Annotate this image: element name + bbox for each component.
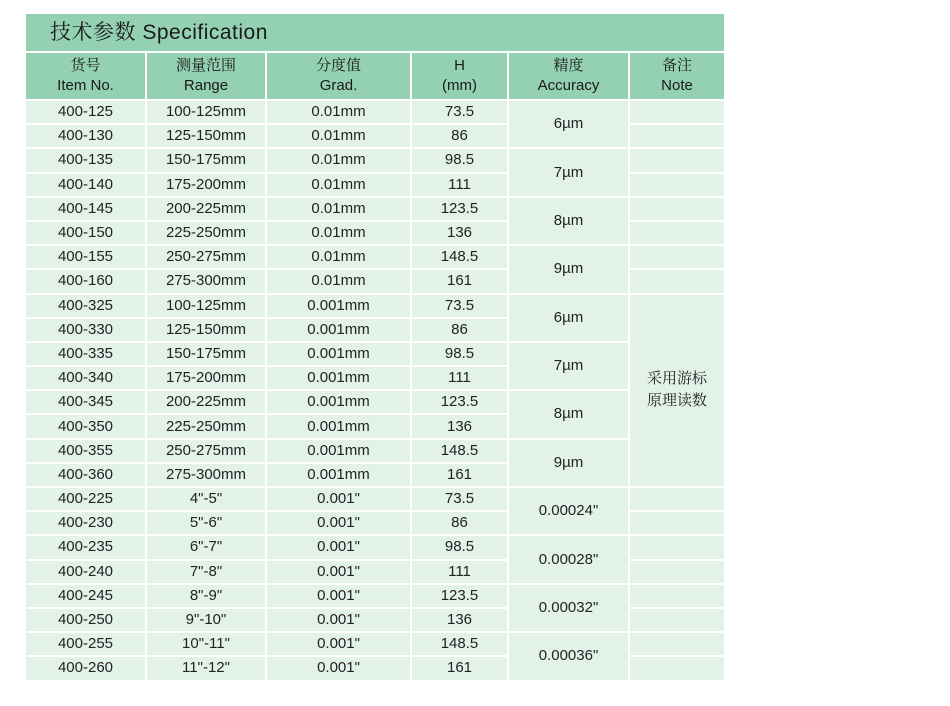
header-note-zh: 备注: [661, 57, 692, 74]
range-cell: 275-300mm: [146, 269, 266, 293]
item-no-cell: 400-150: [26, 221, 146, 245]
range-cell: 200-225mm: [146, 390, 266, 414]
table-title: 技术参数 Specification: [26, 14, 724, 53]
range-cell: 275-300mm: [146, 463, 266, 487]
header-range-en: Range: [183, 77, 229, 94]
grad-cell: 0.001": [266, 632, 411, 656]
range-cell: 225-250mm: [146, 221, 266, 245]
grad-cell: 0.01mm: [266, 173, 411, 197]
item-no-cell: 400-235: [26, 535, 146, 559]
item-no-cell: 400-125: [26, 100, 146, 124]
grad-cell: 0.001": [266, 560, 411, 584]
grad-cell: 0.01mm: [266, 221, 411, 245]
item-no-cell: 400-245: [26, 584, 146, 608]
h-cell: 136: [411, 414, 508, 438]
range-cell: 100-125mm: [146, 100, 266, 124]
note-cell: [629, 173, 724, 197]
accuracy-cell: 6µm: [508, 100, 629, 148]
h-cell: 148.5: [411, 245, 508, 269]
item-no-cell: 400-325: [26, 294, 146, 318]
note-cell: [629, 535, 724, 559]
range-cell: 250-275mm: [146, 245, 266, 269]
item-no-cell: 400-160: [26, 269, 146, 293]
item-no-cell: 400-135: [26, 148, 146, 172]
header-h: [411, 53, 508, 100]
range-cell: 8"-9": [146, 584, 266, 608]
table-row: [26, 439, 724, 463]
note-cell: [629, 584, 724, 608]
grad-cell: 0.001mm: [266, 342, 411, 366]
grad-cell: 0.001": [266, 656, 411, 680]
range-cell: 125-150mm: [146, 318, 266, 342]
header-accuracy: [508, 53, 629, 100]
table-row: [26, 584, 724, 608]
grad-cell: 0.001mm: [266, 463, 411, 487]
grad-cell: 0.01mm: [266, 269, 411, 293]
accuracy-cell: 0.00024": [508, 487, 629, 535]
item-no-cell: 400-255: [26, 632, 146, 656]
range-cell: 5"-6": [146, 511, 266, 535]
grad-cell: 0.01mm: [266, 197, 411, 221]
grad-cell: 0.01mm: [266, 148, 411, 172]
table-row: [26, 487, 724, 511]
range-cell: 9"-10": [146, 608, 266, 632]
range-cell: 100-125mm: [146, 294, 266, 318]
grad-cell: 0.001": [266, 584, 411, 608]
item-no-cell: 400-345: [26, 390, 146, 414]
h-cell: 73.5: [411, 294, 508, 318]
header-range-zh: 测量范围: [175, 57, 236, 74]
grad-cell: 0.001mm: [266, 366, 411, 390]
grad-cell: 0.001mm: [266, 294, 411, 318]
item-no-cell: 400-140: [26, 173, 146, 197]
header-item-no-en: Item No.: [57, 77, 114, 94]
grad-cell: 0.01mm: [266, 100, 411, 124]
range-cell: 125-150mm: [146, 124, 266, 148]
note-cell: [629, 269, 724, 293]
h-cell: 73.5: [411, 100, 508, 124]
grad-cell: 0.01mm: [266, 245, 411, 269]
accuracy-cell: 6µm: [508, 294, 629, 342]
header-h-en: (mm): [442, 77, 477, 94]
h-cell: 136: [411, 221, 508, 245]
range-cell: 150-175mm: [146, 342, 266, 366]
item-no-cell: 400-250: [26, 608, 146, 632]
table-row: [26, 535, 724, 559]
header-grad: [266, 53, 411, 100]
note-cell: [629, 656, 724, 680]
table-row: [26, 632, 724, 656]
accuracy-cell: 0.00036": [508, 632, 629, 680]
h-cell: 148.5: [411, 439, 508, 463]
table-row: [26, 245, 724, 269]
range-cell: 225-250mm: [146, 414, 266, 438]
table-header-row: [26, 53, 724, 100]
h-cell: 161: [411, 656, 508, 680]
note-cell: [629, 124, 724, 148]
grad-cell: 0.001": [266, 511, 411, 535]
note-cell: [629, 100, 724, 124]
h-cell: 73.5: [411, 487, 508, 511]
note-cell: [629, 608, 724, 632]
accuracy-cell: 8µm: [508, 390, 629, 438]
accuracy-cell: 8µm: [508, 197, 629, 245]
item-no-cell: 400-260: [26, 656, 146, 680]
h-cell: 148.5: [411, 632, 508, 656]
h-cell: 111: [411, 560, 508, 584]
item-no-cell: 400-340: [26, 366, 146, 390]
item-no-cell: 400-155: [26, 245, 146, 269]
header-accuracy-en: Accuracy: [537, 77, 600, 94]
header-item-no: [26, 53, 146, 100]
h-cell: 123.5: [411, 197, 508, 221]
note-cell: [629, 487, 724, 511]
note-cell: [629, 511, 724, 535]
note-cell: [629, 632, 724, 656]
note-cell-merged: [629, 294, 724, 488]
accuracy-cell: 7µm: [508, 148, 629, 196]
header-note-en: Note: [661, 77, 693, 94]
table-row: [26, 390, 724, 414]
h-cell: 123.5: [411, 584, 508, 608]
h-cell: 136: [411, 608, 508, 632]
grad-cell: 0.001": [266, 487, 411, 511]
item-no-cell: 400-130: [26, 124, 146, 148]
header-h-zh: H: [454, 57, 465, 74]
table-body: [26, 100, 724, 681]
note-cell: [629, 221, 724, 245]
range-cell: 150-175mm: [146, 148, 266, 172]
h-cell: 86: [411, 318, 508, 342]
item-no-cell: 400-225: [26, 487, 146, 511]
item-no-cell: 400-355: [26, 439, 146, 463]
accuracy-cell: 7µm: [508, 342, 629, 390]
accuracy-cell: 0.00028": [508, 535, 629, 583]
header-note: [629, 53, 724, 100]
range-cell: 250-275mm: [146, 439, 266, 463]
header-grad-en: Grad.: [319, 77, 358, 94]
header-range: [146, 53, 266, 100]
grad-cell: 0.001mm: [266, 414, 411, 438]
h-cell: 161: [411, 269, 508, 293]
item-no-cell: 400-145: [26, 197, 146, 221]
grad-cell: 0.001mm: [266, 439, 411, 463]
item-no-cell: 400-350: [26, 414, 146, 438]
accuracy-cell: 9µm: [508, 439, 629, 487]
table-row: [26, 100, 724, 124]
h-cell: 123.5: [411, 390, 508, 414]
h-cell: 98.5: [411, 535, 508, 559]
table-row: [26, 197, 724, 221]
h-cell: 111: [411, 366, 508, 390]
grad-cell: 0.01mm: [266, 124, 411, 148]
grad-cell: 0.001mm: [266, 318, 411, 342]
item-no-cell: 400-335: [26, 342, 146, 366]
item-no-cell: 400-360: [26, 463, 146, 487]
range-cell: 175-200mm: [146, 173, 266, 197]
note-cell: [629, 197, 724, 221]
range-cell: 175-200mm: [146, 366, 266, 390]
h-cell: 111: [411, 173, 508, 197]
header-item-no-zh: 货号: [70, 57, 101, 74]
range-cell: 200-225mm: [146, 197, 266, 221]
h-cell: 86: [411, 511, 508, 535]
h-cell: 98.5: [411, 148, 508, 172]
note-line-2: 原理读数: [646, 392, 707, 410]
table-row: [26, 342, 724, 366]
range-cell: 7"-8": [146, 560, 266, 584]
h-cell: 161: [411, 463, 508, 487]
header-accuracy-zh: 精度: [553, 57, 584, 74]
h-cell: 98.5: [411, 342, 508, 366]
note-cell: [629, 560, 724, 584]
grad-cell: 0.001mm: [266, 390, 411, 414]
range-cell: 4"-5": [146, 487, 266, 511]
item-no-cell: 400-240: [26, 560, 146, 584]
note-cell: [629, 148, 724, 172]
table-row: [26, 148, 724, 172]
range-cell: 6"-7": [146, 535, 266, 559]
accuracy-cell: 9µm: [508, 245, 629, 293]
specification-table: [26, 53, 724, 682]
range-cell: 11"-12": [146, 656, 266, 680]
note-line-1: 采用游标: [646, 370, 707, 388]
header-grad-zh: 分度值: [315, 57, 361, 74]
accuracy-cell: 0.00032": [508, 584, 629, 632]
grad-cell: 0.001": [266, 608, 411, 632]
h-cell: 86: [411, 124, 508, 148]
item-no-cell: 400-230: [26, 511, 146, 535]
item-no-cell: 400-330: [26, 318, 146, 342]
table-row: [26, 294, 724, 318]
range-cell: 10"-11": [146, 632, 266, 656]
specification-section: [26, 14, 724, 682]
grad-cell: 0.001": [266, 535, 411, 559]
note-cell: [629, 245, 724, 269]
